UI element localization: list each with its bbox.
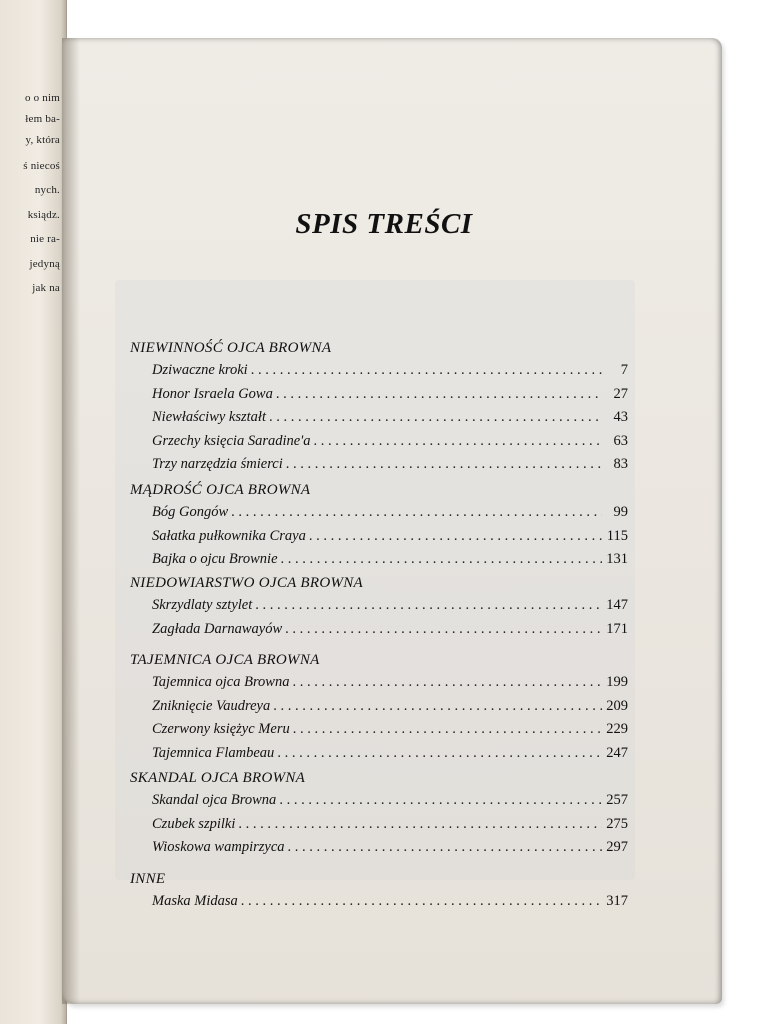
toc-entry <box>152 621 628 641</box>
toc-entry-title: Maska Midasa <box>152 893 238 909</box>
toc-entry <box>152 386 628 406</box>
page-gutter-shadow <box>62 38 80 1004</box>
dot-leader <box>309 528 602 545</box>
toc-entry-title: Skrzydlaty sztylet <box>152 597 253 613</box>
dot-leader <box>255 597 602 614</box>
dot-leader <box>273 698 602 715</box>
left-page-text: ś niecoś <box>23 160 60 172</box>
toc-entry-title: Sałatka pułkownika Craya <box>152 527 306 544</box>
toc-entry <box>152 893 628 913</box>
dot-leader <box>281 551 602 568</box>
page-title: SPIS TREŚCI <box>295 208 473 240</box>
toc-entry <box>152 816 628 836</box>
toc-entry-title: Honor Israela Gowa <box>152 385 273 402</box>
toc-entry <box>152 433 628 453</box>
toc-entry <box>152 456 628 476</box>
toc-entry-page: 131 <box>606 551 628 568</box>
section-title: SKANDAL OJCA BROWNA <box>130 770 306 786</box>
left-page-text: y, która <box>25 134 60 146</box>
left-page-text: ksiądz. <box>27 209 60 221</box>
toc-entry <box>152 409 628 429</box>
toc-entry-page: 199 <box>606 674 628 690</box>
toc-entry-title: Grzechy księcia Saradine'a <box>152 432 311 449</box>
toc-entry-title: Trzy narzędzia śmierci <box>152 456 283 473</box>
toc-entry <box>152 504 628 524</box>
toc-entry-title: Skandal ojca Browna <box>152 792 277 808</box>
toc-entry-page: 115 <box>606 527 628 544</box>
left-page <box>0 0 67 1024</box>
toc-entry-title: Niewłaściwy kształt <box>152 409 266 426</box>
dot-leader <box>276 386 602 403</box>
toc-entry-title: Zagłada Darnawayów <box>152 620 283 637</box>
dot-leader <box>241 893 602 910</box>
toc-entry-title: Bóg Gongów <box>152 504 229 520</box>
toc-entry <box>152 792 628 812</box>
section-title: NIEDOWIARSTWO OJCA BROWNA <box>130 575 364 591</box>
dot-leader <box>238 816 602 833</box>
toc-entry <box>152 698 628 718</box>
left-page-text: nie ra- <box>30 233 60 245</box>
toc-entry-page: 297 <box>606 839 628 856</box>
toc-entry <box>152 528 628 548</box>
dot-leader <box>277 745 602 762</box>
dot-leader <box>293 721 602 738</box>
section-title: MĄDROŚĆ OJCA BROWNA <box>130 482 311 498</box>
toc-entry <box>152 839 628 859</box>
dot-leader <box>231 504 602 521</box>
toc-entry-page: 7 <box>620 362 628 378</box>
dot-leader <box>269 409 602 426</box>
toc-entry <box>152 551 628 571</box>
toc-entry-title: Czerwony księżyc Meru <box>152 721 290 738</box>
dot-leader <box>285 621 602 638</box>
toc-entry-page: 257 <box>606 792 628 808</box>
section-title: TAJEMNICA OJCA BROWNA <box>130 652 320 668</box>
toc-entry-page: 83 <box>613 456 628 473</box>
toc-entry-page: 99 <box>613 504 628 520</box>
left-page-text: jak na <box>32 282 60 294</box>
left-page-text: nych. <box>34 184 60 196</box>
toc-entry-page: 171 <box>606 620 628 637</box>
left-page-text: jedyną <box>29 258 60 270</box>
dot-leader <box>288 839 602 856</box>
section-title: NIEWINNOŚĆ OJCA BROWNA <box>130 340 332 356</box>
section-title: INNE <box>130 871 166 887</box>
toc-entry-page: 275 <box>606 815 628 832</box>
dot-leader <box>279 792 602 809</box>
dot-leader <box>292 674 602 691</box>
left-page-text: o o nim <box>24 92 60 104</box>
toc-entry-title: Wioskowa wampirzyca <box>152 839 285 856</box>
toc-entry-title: Dziwaczne kroki <box>152 362 248 378</box>
toc-entry-page: 27 <box>613 385 628 402</box>
toc-entry <box>152 597 628 617</box>
toc-entry-title: Tajemnica ojca Browna <box>152 674 290 690</box>
toc-entry-title: Bajka o ojcu Brownie <box>152 551 278 568</box>
toc-entry-page: 247 <box>606 744 628 761</box>
toc-entry-page: 63 <box>613 432 628 449</box>
dot-leader <box>251 362 602 379</box>
toc-entry-page: 147 <box>606 597 628 613</box>
toc-entry-title: Zniknięcie Vaudreya <box>152 697 271 714</box>
toc-entry <box>152 674 628 694</box>
dot-leader <box>314 433 602 450</box>
toc-entry <box>152 745 628 765</box>
toc-entry-page: 43 <box>613 409 628 426</box>
toc-entry <box>152 721 628 741</box>
dot-leader <box>286 456 602 473</box>
toc-entry-title: Tajemnica Flambeau <box>152 744 275 761</box>
toc-entry-page: 317 <box>606 893 628 909</box>
toc-entry-page: 209 <box>606 697 628 714</box>
toc-entry-title: Czubek szpilki <box>152 815 236 832</box>
toc-entry <box>152 362 628 382</box>
toc-entry-page: 229 <box>606 721 628 738</box>
left-page-text: łem ba- <box>25 113 60 125</box>
